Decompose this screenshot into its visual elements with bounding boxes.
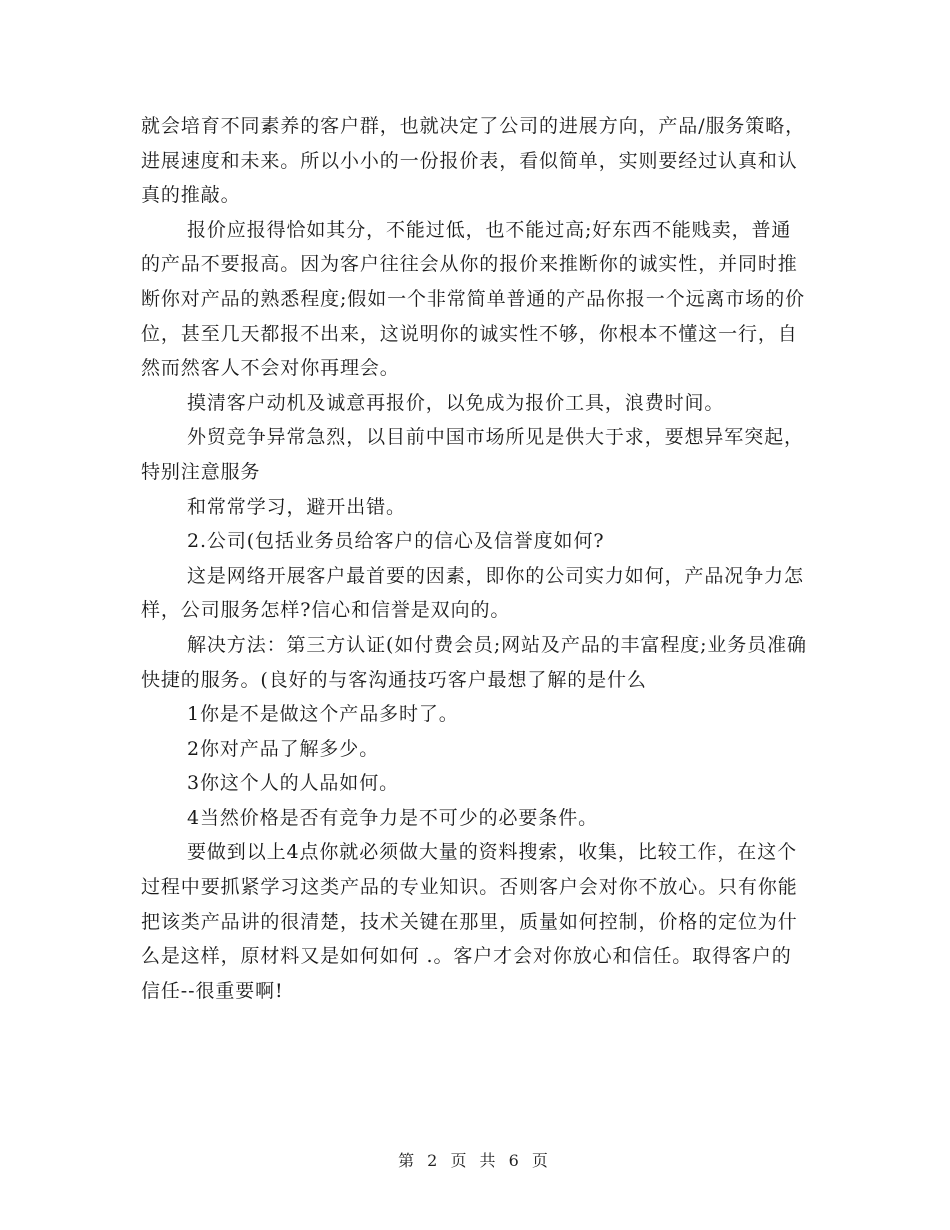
paragraph-4: 外贸竞争异常急烈，以目前中国市场所见是供大于求，要想异军突起，特别注意服务 — [141, 426, 804, 483]
list-item-4: 4当然价格是否有竞争力是不可少的必要条件。 — [187, 806, 598, 829]
paragraph-2: 报价应报得恰如其分，不能过低，也不能过高;好东西不能贱卖，普通的产品不要报高。因为客户往往会从你的报价来推断你的诚实性，并同时推断你对产品的熟悉程度;假如一个非常简单普通的产品你报一个远离市场的价位，甚至几天都报不出来，这说明你的诚实性不够，你根本不懂这一行，自然而然客人不会对你再理会。 — [141, 218, 806, 380]
section-heading-2: 2.公司(包括业务员给客户的信心及信誉度如何? — [187, 530, 605, 553]
paragraph-13: 要做到以上4点你就必须做大量的资料搜索，收集，比较工作，在这个过程中要抓紧学习这类产品的专业知识。否则客户会对你不放心。只有你能把该类产品讲的很清楚，技术关键在那里，质量如何控制，价格的定位为什么是这样，原材料又是如何如何 .。客户才会对你放心和信任。取得客户的信任--很重要啊! — [141, 841, 798, 1002]
paragraph-5: 和常常学习，避开出错。 — [187, 495, 406, 518]
body-text — [141, 109, 811, 1008]
paragraph-7: 这是网络开展客户最首要的因素，即你的公司实力如何，产品况争力怎样，公司服务怎样?信心和信誉是双向的。 — [141, 564, 804, 622]
list-item-2: 2你对产品了解多少。 — [187, 737, 380, 760]
list-item-1: 1你是不是做这个产品多时了。 — [187, 703, 459, 726]
list-item-3: 3你这个人的人品如何。 — [187, 772, 399, 795]
paragraph-1: 就会培育不同素养的客户群，也就决定了公司的进展方向，产品/服务策略，进展速度和未来。所以小小的一份报价表，看似简单，实则要经过认真和认真的推敲。 — [141, 115, 806, 207]
paragraph-3: 摸清客户动机及诚意再报价，以免成为报价工具，浪费时间。 — [187, 391, 725, 414]
paragraph-8: 解决方法：第三方认证(如付费会员;网站及产品的丰富程度;业务员准确快捷的服务。(良好的与客沟通技巧客户最想了解的是什么 — [141, 633, 807, 691]
page-number-footer: 第 2 页 共 6 页 — [398, 1151, 552, 1170]
